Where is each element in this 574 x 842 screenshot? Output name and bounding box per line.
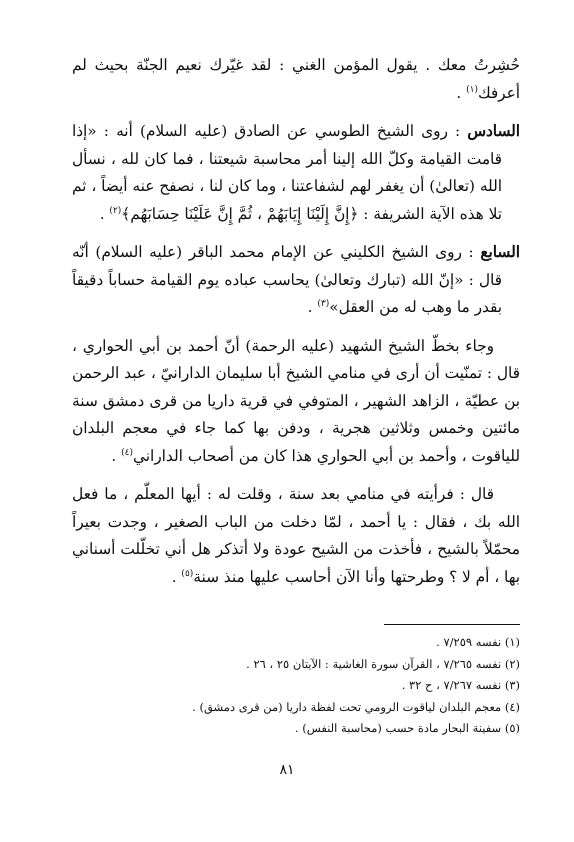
footnote-2: (٢) نفسه ٧/٢٦٥ ، القرآن سورة الغاشية : الآيتان ٢٥ ، ٢٦ . [246,656,520,671]
paragraph-3: السابع : روى الشيخ الكليني عن الإمام محمد الباقر (عليه السلام) أنّه قال : «إنّ الله (تبارك وتعالىٰ) يحاسب عباده يوم القيامة حساباً دقيقاً بقدر ما وهب له من العقل»$^{(٣)}$ . [72,243,520,316]
paragraph-2: السادس : روى الشيخ الطوسي عن الصادق (عليه السلام) أنه : «إذا قامت القيامة وكلّ الله إلينا أمر محاسبة شيعتنا ، فما كان لله ، نسأل الله (تعالىٰ) أن يغفر لهم لشفاعتنا ، وما كان لنا ، نصفح عنه أيضاً ، ثم تلا هذه الآية الشريفة : ﴿إِنَّ إِلَيْنَا إِيَابَهُمْ ، ثُمَّ إِنَّ عَلَيْنَا حِسَابَهُم﴾$^{(٢)}$ . [72,122,520,223]
footnote-5: (٥) سفينة البحار مادة حسب (محاسبة النفس) . [294,721,520,735]
footnote-1: (١) نفسه ٧/٢٥٩ . [436,635,520,649]
page-number: ٨١ [279,762,295,778]
footnotes [60,632,520,740]
paragraph-4: وجاء بخطّ الشيخ الشهيد (عليه الرحمة) أنّ أحمد بن أبي الحواري ، قال : تمنّيت أن أرى في منامي الشيخ أبا سليمان الدارانيّ ، عبد الرحمن بن عطيّة ، الزاهد الشهير ، المتوفي في قرية داريا من قرى دمشق سنة مائتين وخمس وثلاثين هجرية ، ودفن بها كما جاء في معجم البلدان للياقوت ، وأحمد بن أبي الحواري هذا كان من أصحاب الداراني$^{(٤)}$ . [72,336,520,465]
paragraph-3-text: : روى الشيخ الكليني عن الإمام محمد الباقر (عليه السلام) أنّه قال : «إنّ الله (تبارك وتعالىٰ) يحاسب عباده يوم القيامة حساباً دقيقاً بقدر ما وهب له من العقل» [72,243,502,316]
footnote-ref-5: (٥) [181,568,194,579]
footnote-ref-2: (٢) [109,205,122,216]
paragraph-3-lead: السابع [480,243,520,261]
paragraph-2-text: : روى الشيخ الطوسي عن الصادق (عليه السلام) أنه : «إذا قامت القيامة وكلّ الله إلينا أمر محاسبة شيعتنا ، فما كان لله ، نسأل الله (تعالىٰ) أن يغفر لهم لشفاعتنا ، وما كان لنا ، نصفح عنه أيضاً ، ثم تلا هذه الآية الشريفة : ﴿إِنَّ إِلَيْنَا إِيَابَهُمْ ، ثُمَّ إِنَّ عَلَيْنَا حِسَابَهُم﴾ [72,122,502,223]
footnote-ref-1: (١) [466,84,478,95]
footnote-3: (٣) نفسه ٧/٢٦٧ ، ح ٣٢ . [401,678,520,692]
main-text [72,52,520,591]
paragraph-2-lead: السادس [467,122,520,140]
footnote-ref-4: (٤) [121,447,134,458]
paragraph-5-text: قال : فرأيته في منامي بعد سنة ، وقلت له : أيها المعلّم ، ما فعل الله بك ، فقال : يا أحمد ، لمّا دخلت من الباب الصغير ، وجدت بعيراً محمّلاً بالشيح ، فأخذت من الشيح عودة ولا أتذكر هل أني تخلّلت أسناني بها ، أم لا ؟ وطرحتها وأنا الآن أحاسب عليها منذ سنة [72,485,520,586]
footnote-separator [384,624,520,625]
paragraph-4-text: وجاء بخطّ الشيخ الشهيد (عليه الرحمة) أنّ أحمد بن أبي الحواري ، قال : تمنّيت أن أرى في منامي الشيخ أبا سليمان الدارانيّ ، عبد الرحمن بن عطيّة ، الزاهد الشهير ، المتوفي في قرية داريا من قرى دمشق سنة مائتين وخمس وثلاثين هجرية ، ودفن بها كما جاء في معجم البلدان للياقوت ، وأحمد بن أبي الحواري هذا كان من أصحاب الداراني [72,336,520,465]
paragraph-1-text: حُشِرتُ معك . يقول المؤمن الغني : لقد غيّرك نعيم الجنّة بحيث لم أعرفك [72,56,520,102]
paragraph-5: قال : فرأيته في منامي بعد سنة ، وقلت له : أيها المعلّم ، ما فعل الله بك ، فقال : يا أحمد ، لمّا دخلت من الباب الصغير ، وجدت بعيراً محمّلاً بالشيح ، فأخذت من الشيح عودة ولا أتذكر هل أني تخلّلت أسناني بها ، أم لا ؟ وطرحتها وأنا الآن أحاسب عليها منذ سنة$^{(٥)}$ . [72,485,520,586]
footnote-ref-3: (٣) [317,298,330,309]
footnote-4: (٤) معجم البلدان لياقوت الرومي تحت لفظة داريا (من قرى دمشق) . [192,699,520,714]
paragraph-1: حُشِرتُ معك . يقول المؤمن الغني : لقد غيّرك نعيم الجنّة بحيث لم أعرفك$^{(١)}$ . [72,56,520,102]
